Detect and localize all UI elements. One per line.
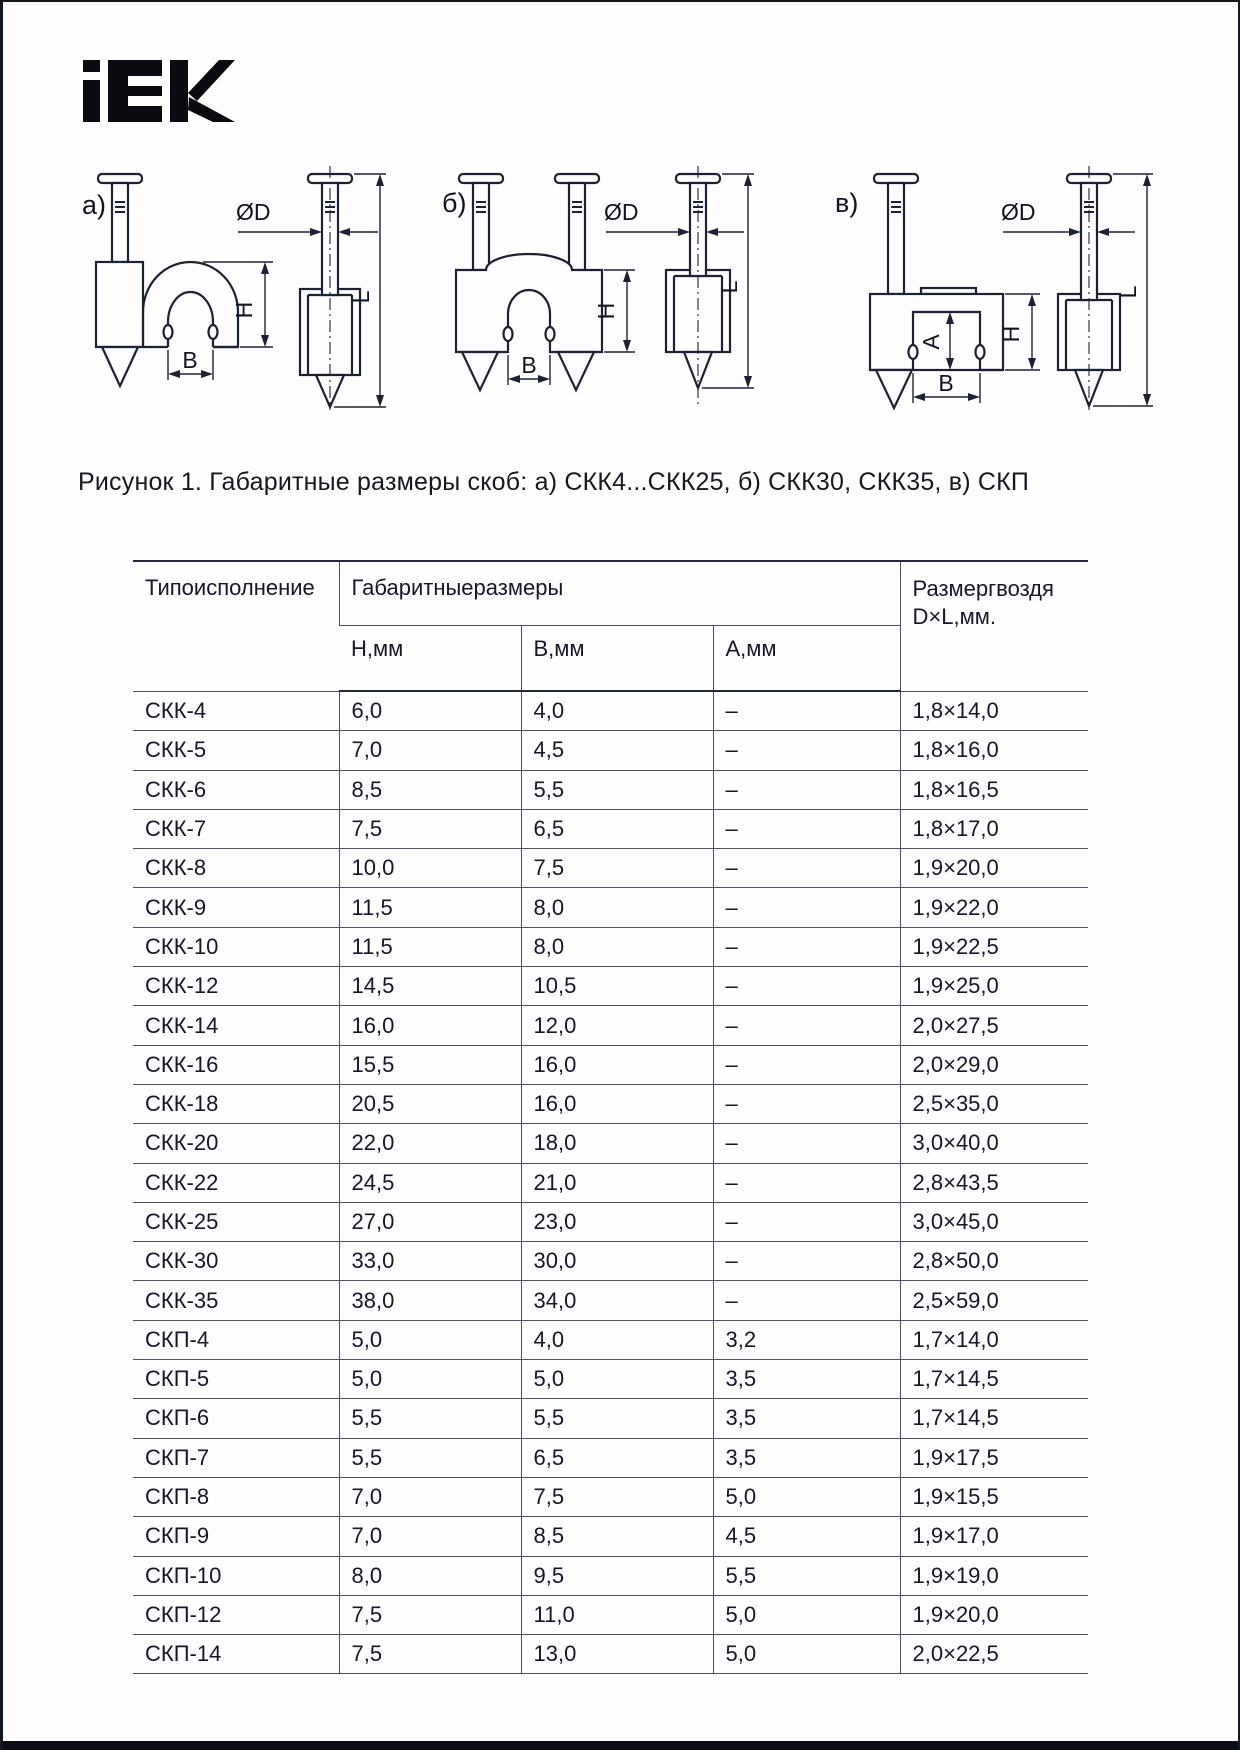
header-type: Типоисполнение — [133, 561, 339, 691]
cell-a: – — [713, 1124, 900, 1163]
cell-type: СКП-14 — [133, 1635, 339, 1674]
svg-text:A: A — [918, 334, 944, 350]
table-row — [133, 1084, 1088, 1123]
dimension-h — [998, 294, 1040, 370]
cell-b: 4,0 — [521, 1320, 713, 1359]
cell-b: 6,5 — [521, 1438, 713, 1477]
table-row — [133, 1556, 1088, 1595]
cell-h: 8,5 — [339, 770, 521, 809]
cell-nail: 2,0×29,0 — [900, 1045, 1088, 1084]
cell-b: 21,0 — [521, 1163, 713, 1202]
clip-side-view — [1058, 166, 1120, 410]
header-nail-size — [900, 561, 1088, 691]
cell-a: 5,0 — [713, 1595, 900, 1634]
cell-nail: 1,7×14,5 — [900, 1360, 1088, 1399]
cell-a: 5,0 — [713, 1477, 900, 1516]
table-row — [133, 691, 1088, 731]
cell-nail: 1,8×14,0 — [900, 691, 1088, 731]
cell-type: СКК-7 — [133, 809, 339, 848]
svg-text:B: B — [521, 352, 537, 378]
cell-a: – — [713, 927, 900, 966]
cell-a: – — [713, 1006, 900, 1045]
cell-nail: 1,9×25,0 — [900, 967, 1088, 1006]
cell-h: 38,0 — [339, 1281, 521, 1320]
cell-nail: 1,9×20,0 — [900, 849, 1088, 888]
table-row — [133, 1163, 1088, 1202]
cell-nail: 2,0×22,5 — [900, 1635, 1088, 1674]
svg-text:H: H — [998, 325, 1024, 343]
cell-type: СКК-9 — [133, 888, 339, 927]
nail-tip-icon — [102, 347, 138, 386]
cell-b: 4,5 — [521, 731, 713, 770]
clip-front-view — [96, 174, 238, 386]
iek-logo-glyphs — [83, 60, 235, 122]
cell-type: СКК-16 — [133, 1045, 339, 1084]
cell-type: СКК-4 — [133, 691, 339, 731]
drawing-v-label: в) — [835, 188, 859, 218]
cell-type: СКК-18 — [133, 1084, 339, 1123]
table-row — [133, 1360, 1088, 1399]
cell-a: – — [713, 691, 900, 731]
header-sub-a: А,мм — [713, 626, 900, 692]
svg-text:ØD: ØD — [1001, 199, 1036, 225]
table-row — [133, 731, 1088, 770]
cell-nail: 3,0×45,0 — [900, 1202, 1088, 1241]
cell-a: 3,5 — [713, 1399, 900, 1438]
cell-h: 7,0 — [339, 731, 521, 770]
cell-b: 5,0 — [521, 1360, 713, 1399]
cell-nail: 1,9×20,0 — [900, 1595, 1088, 1634]
cell-b: 12,0 — [521, 1006, 713, 1045]
cell-b: 4,0 — [521, 691, 713, 731]
cell-type: СКК-5 — [133, 731, 339, 770]
cell-type: СКП-8 — [133, 1477, 339, 1516]
clip-front-view — [870, 174, 1003, 408]
table-row — [133, 1635, 1088, 1674]
cell-b: 7,5 — [521, 1477, 713, 1516]
cell-type: СКП-6 — [133, 1399, 339, 1438]
cell-h: 33,0 — [339, 1242, 521, 1281]
cell-h: 11,5 — [339, 927, 521, 966]
cell-type: СКК-20 — [133, 1124, 339, 1163]
header-dims-group: Габаритныеразмеры — [339, 561, 900, 626]
cell-b: 8,5 — [521, 1517, 713, 1556]
dimension-b — [168, 347, 213, 380]
table-row — [133, 1045, 1088, 1084]
cell-a: – — [713, 809, 900, 848]
table-row — [133, 849, 1088, 888]
nail-tip-icon — [558, 352, 594, 390]
cell-nail: 2,5×35,0 — [900, 1084, 1088, 1123]
svg-text:ØD: ØD — [236, 199, 271, 225]
svg-text:H: H — [593, 302, 619, 320]
dimension-b — [913, 370, 980, 403]
cell-a: 3,5 — [713, 1438, 900, 1477]
cell-nail: 1,9×17,0 — [900, 1517, 1088, 1556]
spec-table-wrap — [133, 560, 1088, 1674]
cell-h: 14,5 — [339, 967, 521, 1006]
cell-h: 7,5 — [339, 809, 521, 848]
cell-b: 10,5 — [521, 967, 713, 1006]
table-row — [133, 927, 1088, 966]
cell-nail: 2,0×27,5 — [900, 1006, 1088, 1045]
spec-table-head — [133, 561, 1088, 691]
cell-type: СКК-14 — [133, 1006, 339, 1045]
table-row — [133, 770, 1088, 809]
nail-icon — [555, 174, 599, 270]
cell-a: – — [713, 1281, 900, 1320]
cell-h: 5,5 — [339, 1438, 521, 1477]
svg-text:L: L — [348, 290, 374, 304]
cell-nail: 2,5×59,0 — [900, 1281, 1088, 1320]
table-row — [133, 1320, 1088, 1359]
cell-nail: 1,9×22,0 — [900, 888, 1088, 927]
table-row — [133, 1202, 1088, 1241]
cell-nail: 1,7×14,5 — [900, 1399, 1088, 1438]
cell-a: 5,0 — [713, 1635, 900, 1674]
cell-h: 24,5 — [339, 1163, 521, 1202]
cell-a: – — [713, 888, 900, 927]
cell-a: 3,5 — [713, 1360, 900, 1399]
table-row — [133, 1517, 1088, 1556]
cell-nail: 1,9×17,5 — [900, 1438, 1088, 1477]
cell-h: 7,0 — [339, 1477, 521, 1516]
cell-b: 8,0 — [521, 927, 713, 966]
cell-b: 16,0 — [521, 1045, 713, 1084]
table-row — [133, 1124, 1088, 1163]
cell-type: СКК-8 — [133, 849, 339, 888]
cell-h: 7,0 — [339, 1517, 521, 1556]
cell-h: 5,0 — [339, 1360, 521, 1399]
cell-nail: 1,8×16,5 — [900, 770, 1088, 809]
cell-a: – — [713, 967, 900, 1006]
svg-text:ØD: ØD — [604, 199, 639, 225]
cell-nail: 1,8×16,0 — [900, 731, 1088, 770]
cell-b: 5,5 — [521, 770, 713, 809]
cell-b: 30,0 — [521, 1242, 713, 1281]
drawing-ckk-large — [428, 162, 758, 412]
cell-nail: 2,8×50,0 — [900, 1242, 1088, 1281]
table-row — [133, 1477, 1088, 1516]
page-footer-bar — [3, 1741, 1238, 1750]
cell-type: СКП-5 — [133, 1360, 339, 1399]
cell-a: – — [713, 1163, 900, 1202]
cell-type: СКП-10 — [133, 1556, 339, 1595]
cell-a: 5,5 — [713, 1556, 900, 1595]
header-nail-line1: Размергвоздя — [912, 576, 1054, 601]
table-row — [133, 1595, 1088, 1634]
cell-nail: 2,8×43,5 — [900, 1163, 1088, 1202]
cell-b: 7,5 — [521, 849, 713, 888]
svg-text:L: L — [716, 280, 742, 294]
dimension-d — [236, 199, 378, 236]
cell-type: СКП-9 — [133, 1517, 339, 1556]
cell-a: – — [713, 1084, 900, 1123]
drawing-ckk-small — [68, 162, 393, 412]
cell-b: 9,5 — [521, 1556, 713, 1595]
cell-h: 7,5 — [339, 1635, 521, 1674]
table-row — [133, 1438, 1088, 1477]
cell-a: – — [713, 1242, 900, 1281]
cell-h: 7,5 — [339, 1595, 521, 1634]
table-row — [133, 888, 1088, 927]
cell-nail: 1,7×14,0 — [900, 1320, 1088, 1359]
nail-icon — [874, 174, 918, 294]
dimension-d — [1001, 199, 1135, 236]
figure-caption: Рисунок 1. Габаритные размеры скоб: а) СКК4...СКК25, б) СКК30, СКК35, в) СКП — [78, 468, 1030, 496]
drawing-ckp — [753, 162, 1183, 412]
cell-a: – — [713, 849, 900, 888]
cell-nail: 1,9×15,5 — [900, 1477, 1088, 1516]
table-row — [133, 967, 1088, 1006]
cell-h: 10,0 — [339, 849, 521, 888]
cell-a: – — [713, 770, 900, 809]
cell-type: СКК-25 — [133, 1202, 339, 1241]
drawing-b-label: б) — [442, 188, 467, 218]
cell-a: 4,5 — [713, 1517, 900, 1556]
dimension-b — [508, 352, 550, 385]
cell-h: 5,0 — [339, 1320, 521, 1359]
cell-nail: 3,0×40,0 — [900, 1124, 1088, 1163]
cell-h: 22,0 — [339, 1124, 521, 1163]
svg-text:B: B — [938, 370, 954, 396]
cell-nail: 1,9×22,5 — [900, 927, 1088, 966]
cell-a: – — [713, 1045, 900, 1084]
cell-type: СКК-35 — [133, 1281, 339, 1320]
cell-nail: 1,9×19,0 — [900, 1556, 1088, 1595]
cell-h: 15,5 — [339, 1045, 521, 1084]
dimension-d — [604, 199, 744, 236]
table-row — [133, 809, 1088, 848]
cell-h: 8,0 — [339, 1556, 521, 1595]
clip-side-view — [300, 166, 360, 410]
cell-b: 5,5 — [521, 1399, 713, 1438]
cell-h: 27,0 — [339, 1202, 521, 1241]
table-row — [133, 1399, 1088, 1438]
header-sub-b: В,мм — [521, 626, 713, 692]
cell-type: СКП-7 — [133, 1438, 339, 1477]
spec-table — [133, 560, 1088, 1674]
nail-tip-icon — [876, 370, 912, 408]
cell-type: СКП-4 — [133, 1320, 339, 1359]
cell-b: 34,0 — [521, 1281, 713, 1320]
cell-type: СКП-12 — [133, 1595, 339, 1634]
svg-text:L: L — [1115, 285, 1141, 299]
cell-type: СКК-12 — [133, 967, 339, 1006]
cell-type: СКК-6 — [133, 770, 339, 809]
cell-h: 20,5 — [339, 1084, 521, 1123]
svg-text:B: B — [182, 347, 198, 373]
table-row — [133, 1242, 1088, 1281]
cell-type: СКК-30 — [133, 1242, 339, 1281]
cell-a: 3,2 — [713, 1320, 900, 1359]
cell-h: 16,0 — [339, 1006, 521, 1045]
cell-b: 23,0 — [521, 1202, 713, 1241]
cell-type: СКК-10 — [133, 927, 339, 966]
cell-a: – — [713, 731, 900, 770]
svg-text:H: H — [231, 301, 257, 319]
spec-table-body — [133, 691, 1088, 1674]
nail-tip-icon — [462, 352, 498, 390]
table-row — [133, 1281, 1088, 1320]
cell-a: – — [713, 1202, 900, 1241]
cell-type: СКК-22 — [133, 1163, 339, 1202]
cell-b: 13,0 — [521, 1635, 713, 1674]
iek-logo — [83, 60, 235, 122]
cell-b: 16,0 — [521, 1084, 713, 1123]
drawing-a-label: а) — [82, 190, 107, 220]
cell-h: 5,5 — [339, 1399, 521, 1438]
table-row — [133, 1006, 1088, 1045]
header-sub-h: Н,мм — [339, 626, 521, 692]
cell-b: 18,0 — [521, 1124, 713, 1163]
cell-h: 11,5 — [339, 888, 521, 927]
cell-b: 8,0 — [521, 888, 713, 927]
cell-b: 6,5 — [521, 809, 713, 848]
cell-h: 6,0 — [339, 691, 521, 731]
cell-nail: 1,8×17,0 — [900, 809, 1088, 848]
cell-b: 11,0 — [521, 1595, 713, 1634]
header-nail-line2: D×L,мм. — [912, 604, 996, 629]
